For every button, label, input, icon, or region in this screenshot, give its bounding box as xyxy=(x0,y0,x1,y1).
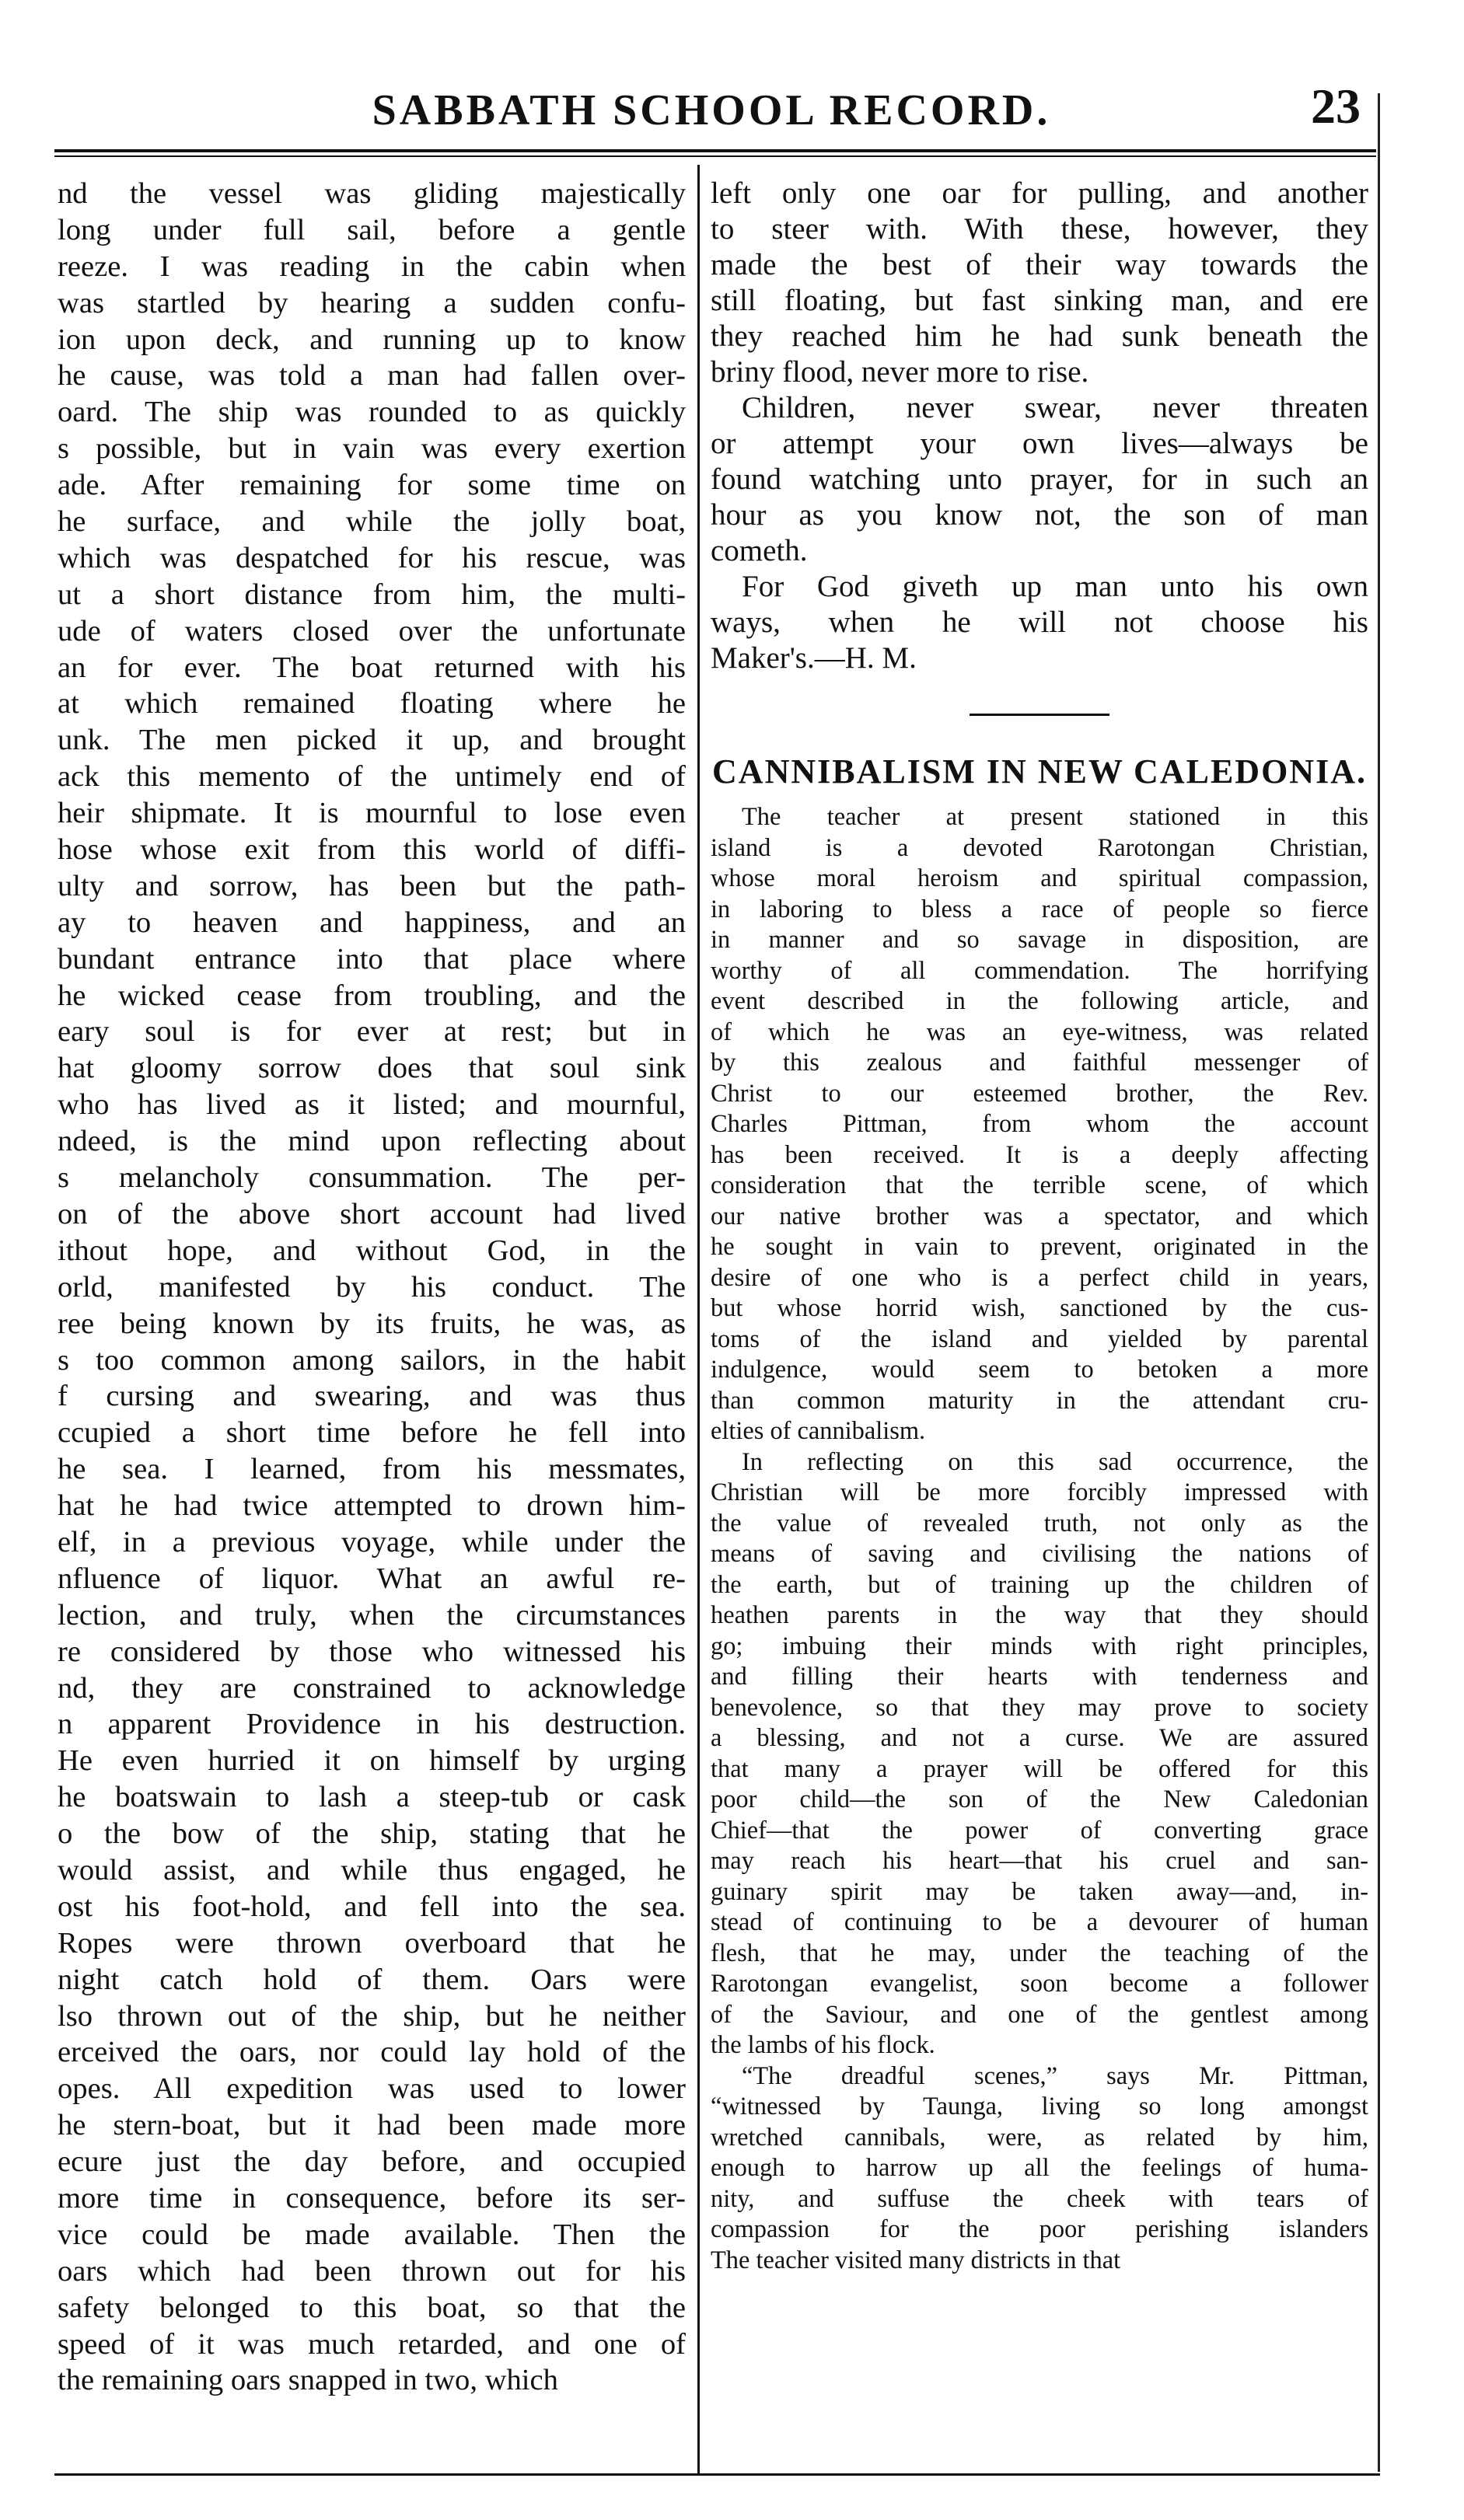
text-line: at which remained floating where he xyxy=(58,687,686,721)
page-edge-rule xyxy=(1378,93,1380,2472)
text-line: Charles Pittman, from whom the account xyxy=(711,1110,1368,1138)
text-line: they reached him he had sunk beneath the xyxy=(711,319,1368,353)
text-line: means of saving and civilising the nations of xyxy=(711,1540,1368,1568)
text-line: ulty and sorrow, has been but the path- xyxy=(58,869,686,902)
text-line: Ropes were thrown overboard that he xyxy=(58,1926,686,1960)
page-number: 23 xyxy=(1311,79,1361,134)
text-line: reeze. I was reading in the cabin when xyxy=(58,250,686,283)
text-line: would assist, and while thus engaged, he xyxy=(58,1853,686,1887)
text-line: desire of one who is a perfect child in years, xyxy=(711,1263,1368,1292)
text-line: lection, and truly, when the circumstances xyxy=(58,1598,686,1632)
text-line: “witnessed by Taunga, living so long amongst xyxy=(711,2092,1368,2120)
header-rule xyxy=(54,149,1376,152)
text-line: he surface, and while the jolly boat, xyxy=(58,505,686,539)
text-line: elf, in a previous voyage, while under the xyxy=(58,1525,686,1558)
text-line: He even hurried it on himself by urging xyxy=(58,1744,686,1778)
text-line: who has lived as it listed; and mournful, xyxy=(58,1088,686,1122)
text-line: o the bow of the ship, stating that he xyxy=(58,1817,686,1851)
section-divider-rule xyxy=(970,714,1109,716)
text-line: The teacher at present stationed in this xyxy=(742,803,1368,831)
text-line: ude of waters closed over the unfortunate xyxy=(58,614,686,647)
text-line: the value of revealed truth, not only as the xyxy=(711,1509,1368,1537)
text-line: ecure just the day before, and occupied xyxy=(58,2145,686,2179)
text-line: by this zealous and faithful messenger of xyxy=(711,1049,1368,1077)
text-line: ost his foot-hold, and fell into the sea. xyxy=(58,1890,686,1923)
right-column xyxy=(711,176,1368,2276)
running-title: SABBATH SCHOOL RECORD. xyxy=(372,86,1051,134)
text-line: wretched cannibals, were, as related by him, xyxy=(711,2123,1368,2152)
text-line: ithout hope, and without God, in the xyxy=(58,1234,686,1267)
text-line: indulgence, would seem to betoken a more xyxy=(711,1356,1368,1384)
text-line: the earth, but of training up the children of xyxy=(711,1570,1368,1599)
text-line: which was despatched for his rescue, was xyxy=(58,541,686,574)
column-divider xyxy=(697,165,700,2473)
text-line: s possible, but in vain was every exertion xyxy=(58,432,686,466)
text-line: Christ to our esteemed brother, the Rev. xyxy=(711,1079,1368,1108)
text-line: nd, they are constrained to acknowledge xyxy=(58,1671,686,1705)
text-line: and filling their hearts with tenderness and xyxy=(711,1663,1368,1691)
section-heading: CANNIBALISM IN NEW CALEDONIA. xyxy=(712,752,1367,791)
text-line: hat gloomy sorrow does that soul sink xyxy=(58,1052,686,1085)
text-line: oard. The ship was rounded to as quickly xyxy=(58,396,686,429)
text-line: may reach his heart—that his cruel and san- xyxy=(711,1847,1368,1875)
text-line: heathen parents in the way that they should xyxy=(711,1601,1368,1629)
text-line: In reflecting on this sad occurrence, the xyxy=(742,1447,1368,1476)
text-line: ut a short distance from him, the multi- xyxy=(58,578,686,611)
text-line: re considered by those who witnessed his xyxy=(58,1635,686,1668)
text-line: hat he had twice attempted to drown him- xyxy=(58,1489,686,1523)
text-line: event described in the following article, and xyxy=(711,987,1368,1015)
text-line: found watching unto prayer, for in such an xyxy=(711,462,1368,496)
text-line: Chief—that the power of converting grace xyxy=(711,1816,1368,1845)
text-line: cometh. xyxy=(711,534,808,567)
text-line: flesh, that he may, under the teaching of the xyxy=(711,1939,1368,1967)
text-line: guinary spirit may be taken away—and, in- xyxy=(711,1877,1368,1906)
text-line: to steer with. With these, however, they xyxy=(711,212,1368,246)
text-line: island is a devoted Rarotongan Christian, xyxy=(711,833,1368,862)
text-line: s too common among sailors, in the habit xyxy=(58,1343,686,1377)
text-line: was startled by hearing a sudden confu- xyxy=(58,286,686,319)
article-body xyxy=(711,802,1368,2276)
text-line: has been received. It is a deeply affecting xyxy=(711,1140,1368,1169)
text-line: nity, and suffuse the cheek with tears of xyxy=(711,2184,1368,2213)
text-line: hose whose exit from this world of diffi- xyxy=(58,833,686,867)
text-line: elties of cannibalism. xyxy=(711,1417,926,1445)
text-line: ndeed, is the mind upon reflecting about xyxy=(58,1125,686,1158)
text-line: Maker's.—H. M. xyxy=(711,641,917,675)
text-line: on of the above short account had lived xyxy=(58,1197,686,1230)
text-line: speed of it was much retarded, and one of xyxy=(58,2327,686,2361)
text-line: Rarotongan evangelist, soon become a follower xyxy=(711,1970,1368,1998)
text-line: in manner and so savage in disposition, are xyxy=(711,926,1368,954)
text-line: or attempt your own lives—always be xyxy=(711,427,1368,460)
text-line: ay to heaven and happiness, and an xyxy=(58,906,686,939)
text-line: ree being known by its fruits, he was, as xyxy=(58,1307,686,1340)
text-line: he wicked cease from troubling, and the xyxy=(58,979,686,1012)
text-line: than common maturity in the attendant cru- xyxy=(711,1386,1368,1415)
text-line: “The dreadful scenes,” says Mr. Pittman, xyxy=(742,2061,1368,2090)
text-line: For God giveth up man unto his own xyxy=(742,570,1368,603)
text-line: vice could be made available. Then the xyxy=(58,2218,686,2251)
text-line: Christian will be more forcibly impressed with xyxy=(711,1478,1368,1506)
text-line: Children, never swear, never threaten xyxy=(742,391,1368,424)
header-rule-thin xyxy=(54,155,1376,157)
text-line: of which he was an eye-witness, was related xyxy=(711,1017,1368,1046)
text-line: heir shipmate. It is mournful to lose even xyxy=(58,797,686,830)
footer-rule xyxy=(54,2473,1380,2476)
text-line: ack this memento of the untimely end of xyxy=(58,760,686,794)
text-line: s melancholy consummation. The per- xyxy=(58,1161,686,1195)
text-line: the lambs of his flock. xyxy=(711,2031,935,2059)
text-line: compassion for the poor perishing islanders xyxy=(711,2215,1368,2243)
text-line: long under full sail, before a gentle xyxy=(58,213,686,246)
text-line: nd the vessel was gliding majestically xyxy=(58,177,686,210)
text-line: oars which had been thrown out for his xyxy=(58,2254,686,2288)
text-line: of the Saviour, and one of the gentlest among xyxy=(711,2000,1368,2029)
text-line: more time in consequence, before its ser- xyxy=(58,2181,686,2215)
text-line: he cause, was told a man had fallen over- xyxy=(58,359,686,393)
text-line: an for ever. The boat returned with his xyxy=(58,651,686,684)
text-line: benevolence, so that they may prove to society xyxy=(711,1693,1368,1722)
text-line: n apparent Providence in his destruction. xyxy=(58,1708,686,1741)
text-line: erceived the oars, nor could lay hold of the xyxy=(58,2036,686,2069)
text-line: toms of the island and yielded by parental xyxy=(711,1325,1368,1353)
text-line: ion upon deck, and running up to know xyxy=(58,323,686,356)
text-line: briny flood, never more to rise. xyxy=(711,355,1089,389)
text-line: ade. After remaining for some time on xyxy=(58,469,686,502)
text-line: still floating, but fast sinking man, and ere xyxy=(711,284,1368,317)
text-line: go; imbuing their minds with right principles, xyxy=(711,1632,1368,1660)
text-line: night catch hold of them. Oars were xyxy=(58,1963,686,1996)
text-line: poor child—the son of the New Caledonian xyxy=(711,1785,1368,1813)
text-line: ways, when he will not choose his xyxy=(711,606,1368,639)
text-line: opes. All expedition was used to lower xyxy=(58,2072,686,2106)
text-line: a blessing, and not a curse. We are assured xyxy=(711,1724,1368,1752)
text-line: whose moral heroism and spiritual compassion, xyxy=(711,864,1368,892)
text-line: he sea. I learned, from his messmates, xyxy=(58,1453,686,1486)
page-header xyxy=(54,78,1368,140)
text-line: in laboring to bless a race of people so fierce xyxy=(711,895,1368,923)
text-line: enough to harrow up all the feelings of huma- xyxy=(711,2154,1368,2182)
text-line: stead of continuing to be a devourer of human xyxy=(711,1908,1368,1936)
left-column xyxy=(58,176,686,2399)
text-line: worthy of all commendation. The horrifying xyxy=(711,956,1368,985)
text-line: that many a prayer will be offered for this xyxy=(711,1754,1368,1783)
text-line: he sought in vain to prevent, originated in the xyxy=(711,1233,1368,1261)
text-line: made the best of their way towards the xyxy=(711,248,1368,281)
text-line: he stern-boat, but it had been made more xyxy=(58,2109,686,2142)
text-line: nfluence of liquor. What an awful re- xyxy=(58,1562,686,1595)
text-line: left only one oar for pulling, and another xyxy=(711,176,1368,210)
text-line: unk. The men picked it up, and brought xyxy=(58,724,686,757)
text-line: safety belonged to this boat, so that the xyxy=(58,2291,686,2324)
text-line: bundant entrance into that place where xyxy=(58,942,686,976)
text-line: The teacher visited many districts in that xyxy=(711,2246,1121,2274)
text-line: orld, manifested by his conduct. The xyxy=(58,1270,686,1304)
text-line: eary soul is for ever at rest; but in xyxy=(58,1015,686,1049)
text-line: the remaining oars snapped in two, which xyxy=(58,2364,558,2397)
text-line: he boatswain to lash a steep-tub or cask xyxy=(58,1781,686,1814)
article-ending xyxy=(711,176,1368,676)
text-line: ccupied a short time before he fell into xyxy=(58,1416,686,1450)
text-line: lso thrown out of the ship, but he neither xyxy=(58,1999,686,2033)
text-line: our native brother was a spectator, and which xyxy=(711,1202,1368,1230)
text-line: hour as you know not, the son of man xyxy=(711,498,1368,532)
text-line: but whose horrid wish, sanctioned by the cus- xyxy=(711,1294,1368,1322)
text-line: consideration that the terrible scene, of which xyxy=(711,1171,1368,1199)
text-line: f cursing and swearing, and was thus xyxy=(58,1380,686,1413)
